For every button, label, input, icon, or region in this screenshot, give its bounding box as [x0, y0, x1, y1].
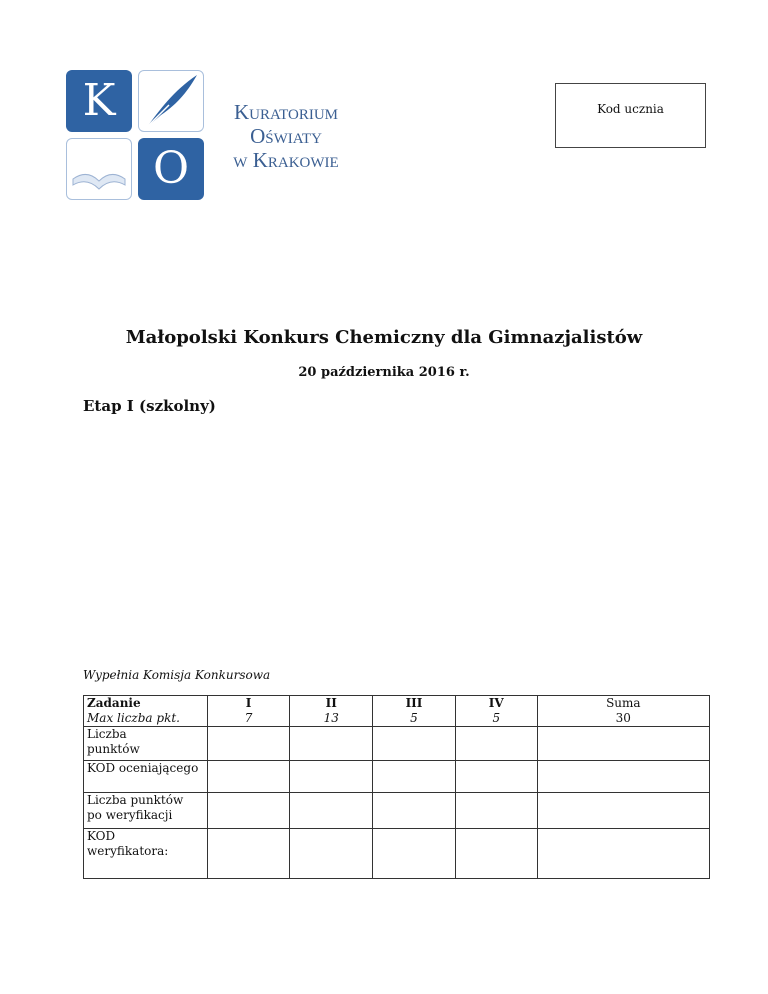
input-cell[interactable] [290, 727, 373, 761]
table-row [84, 727, 710, 761]
task-label: I [245, 696, 252, 710]
contest-date: 20 października 2016 r. [298, 365, 470, 380]
task-label: II [325, 696, 337, 710]
logo-text-line-1: Kuratorium [233, 100, 339, 124]
row-label [84, 793, 208, 829]
input-cell[interactable] [537, 727, 709, 761]
input-cell[interactable] [373, 793, 456, 829]
task-cell [373, 696, 456, 727]
page-title: Małopolski Konkurs Chemiczny dla Gimnazjalistów [125, 327, 643, 348]
max-points: 13 [323, 711, 339, 725]
row-label-text: KOD weryfikatora: [87, 829, 169, 858]
input-cell[interactable] [537, 829, 709, 879]
input-cell[interactable] [207, 829, 290, 879]
logo-letter-k: K [82, 75, 116, 126]
task-cell [290, 696, 373, 727]
input-cell[interactable] [537, 761, 709, 793]
row-label-text: Liczba punktów po weryfikacji [87, 793, 184, 822]
student-code-box[interactable] [555, 83, 706, 148]
task-header-label: Zadanie [87, 696, 141, 710]
max-points: 5 [410, 711, 418, 725]
header-cell [84, 696, 208, 727]
input-cell[interactable] [373, 761, 456, 793]
max-points-total: 30 [615, 711, 631, 725]
max-points: 7 [244, 711, 253, 725]
task-cell [455, 696, 537, 727]
committee-note: Wypełnia Komisja Konkursowa [83, 668, 271, 682]
student-code-label: Kod ucznia [597, 102, 664, 116]
input-cell[interactable] [207, 727, 290, 761]
feather-icon [138, 70, 204, 132]
row-label-text: KOD oceniającego [87, 761, 199, 775]
table-row [84, 793, 710, 829]
input-cell[interactable] [373, 727, 456, 761]
logo-text-line-2: Oświaty [250, 124, 322, 148]
grading-table [83, 695, 710, 879]
max-points: 5 [492, 711, 501, 725]
table-row [84, 761, 710, 793]
logo-tile-k [66, 70, 132, 132]
logo-tile-o [138, 138, 204, 200]
table-row [84, 696, 710, 727]
task-label: IV [488, 696, 504, 710]
open-book-icon [66, 138, 132, 200]
stage-heading: Etap I (szkolny) [83, 397, 216, 415]
input-cell[interactable] [207, 761, 290, 793]
input-cell[interactable] [455, 761, 537, 793]
row-label [84, 829, 208, 879]
row-label-text: Liczba punktów [87, 727, 140, 756]
input-cell[interactable] [537, 793, 709, 829]
task-cell [207, 696, 290, 727]
kuratorium-logo [66, 70, 356, 204]
input-cell[interactable] [455, 829, 537, 879]
input-cell[interactable] [290, 761, 373, 793]
row-label [84, 727, 208, 761]
logo-text [216, 100, 356, 172]
sum-label: Suma [606, 696, 641, 710]
input-cell[interactable] [373, 829, 456, 879]
input-cell[interactable] [290, 829, 373, 879]
input-cell[interactable] [455, 793, 537, 829]
input-cell[interactable] [290, 793, 373, 829]
max-points-label: Max liczba pkt. [87, 711, 180, 725]
row-label [84, 761, 208, 793]
input-cell[interactable] [207, 793, 290, 829]
task-label: III [405, 696, 423, 710]
input-cell[interactable] [455, 727, 537, 761]
logo-text-line-3: w Krakowie [233, 148, 339, 172]
sum-cell [537, 696, 709, 727]
logo-letter-o: O [152, 143, 190, 194]
table-row [84, 829, 710, 879]
